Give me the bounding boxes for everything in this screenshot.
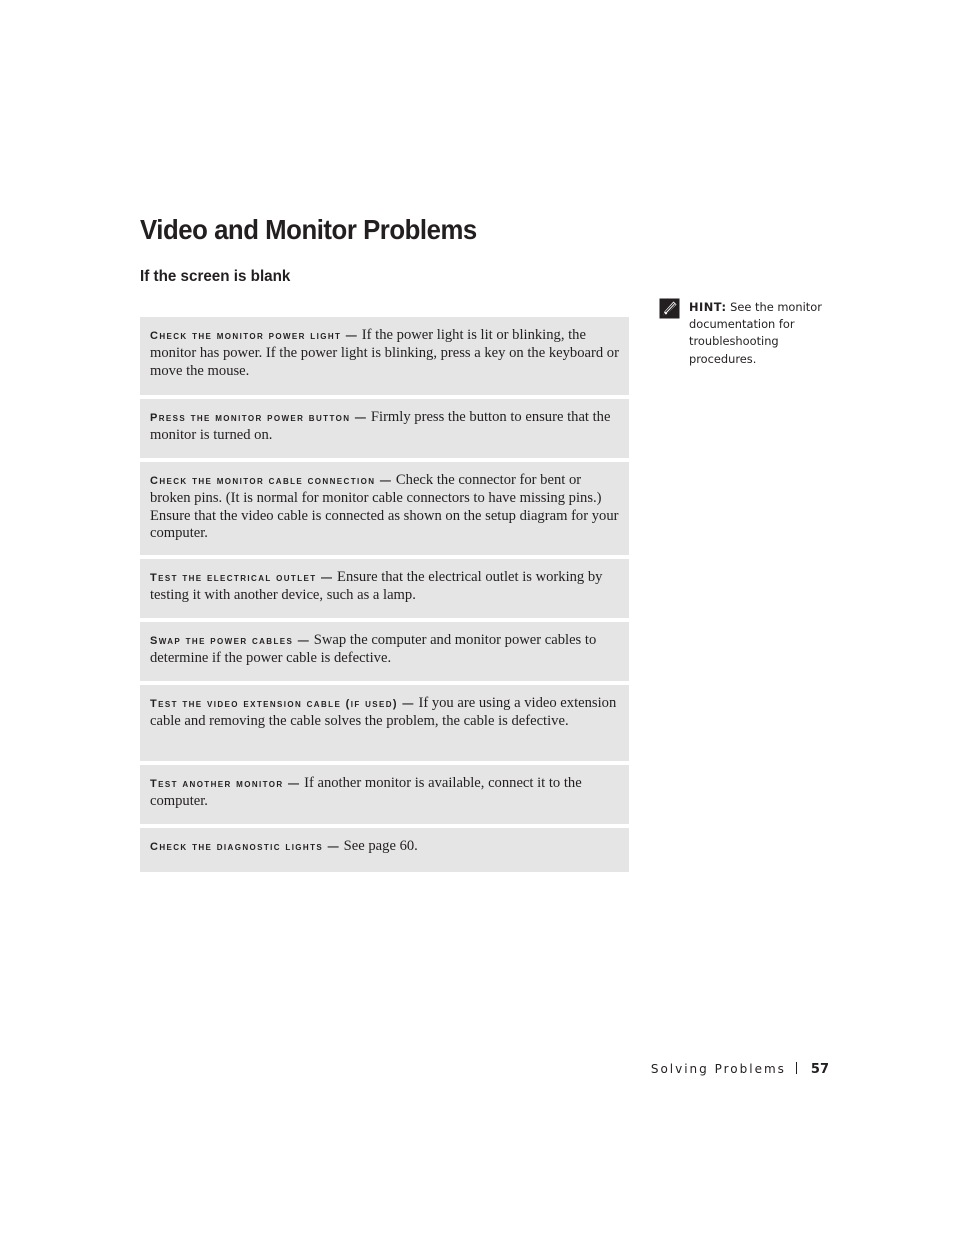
step-test-video-extension-cable <box>140 685 629 761</box>
step-check-power-light <box>140 317 629 395</box>
page-title: Video and Monitor Problems <box>140 214 477 245</box>
step-text: If you are using a video extension cable and removing the cable solves the problem, the cable is defective. <box>150 695 617 730</box>
step-check-cable-connection <box>140 462 629 555</box>
step-title: Press the monitor power button — <box>150 412 368 424</box>
step-test-electrical-outlet <box>140 559 629 618</box>
step-title: Check the diagnostic lights — <box>150 841 340 853</box>
step-title: Test the electrical outlet — <box>150 572 334 584</box>
hint-label: HINT: <box>689 300 727 314</box>
step-text: If another monitor is available, connect it to the computer. <box>150 775 582 810</box>
footer-separator <box>796 1062 797 1074</box>
step-check-diagnostic-lights <box>140 828 629 872</box>
step-title: Test the video extension cable (if used) — <box>150 698 415 710</box>
troubleshooting-steps <box>140 317 629 876</box>
step-title: Test another monitor — <box>150 778 301 790</box>
step-title: Check the monitor power light — <box>150 330 359 342</box>
step-title: Swap the power cables — <box>150 635 311 647</box>
step-title: Check the monitor cable connection — <box>150 475 393 487</box>
hint-text-block <box>689 299 839 368</box>
step-text: Firmly press the button to ensure that the monitor is turned on. <box>150 409 611 444</box>
step-text: Swap the computer and monitor power cables to determine if the power cable is defective. <box>150 632 597 667</box>
hint-pencil-icon <box>659 298 680 319</box>
step-text: If the power light is lit or blinking, the monitor has power. If the power light is blinking, press a key on the keyboard or move the mouse. <box>150 327 619 379</box>
step-press-power-button <box>140 399 629 458</box>
section-heading: If the screen is blank <box>140 268 291 285</box>
page-footer <box>651 1062 829 1077</box>
step-test-another-monitor <box>140 765 629 824</box>
hint-text: See the monitor documentation for troubleshooting procedures. <box>689 300 822 366</box>
step-text: Ensure that the electrical outlet is working by testing it with another device, such as a lamp. <box>150 569 603 604</box>
step-text: See page 60. <box>343 838 418 854</box>
footer-section-name: Solving Problems <box>650 1062 786 1076</box>
step-text: Check the connector for bent or broken pins. (It is normal for monitor cable connectors to have missing pins.) Ensure that the video cable is connected as shown on the setup diagram for your computer. <box>150 472 619 541</box>
step-swap-power-cables <box>140 622 629 681</box>
page-number: 57 <box>810 1062 829 1077</box>
